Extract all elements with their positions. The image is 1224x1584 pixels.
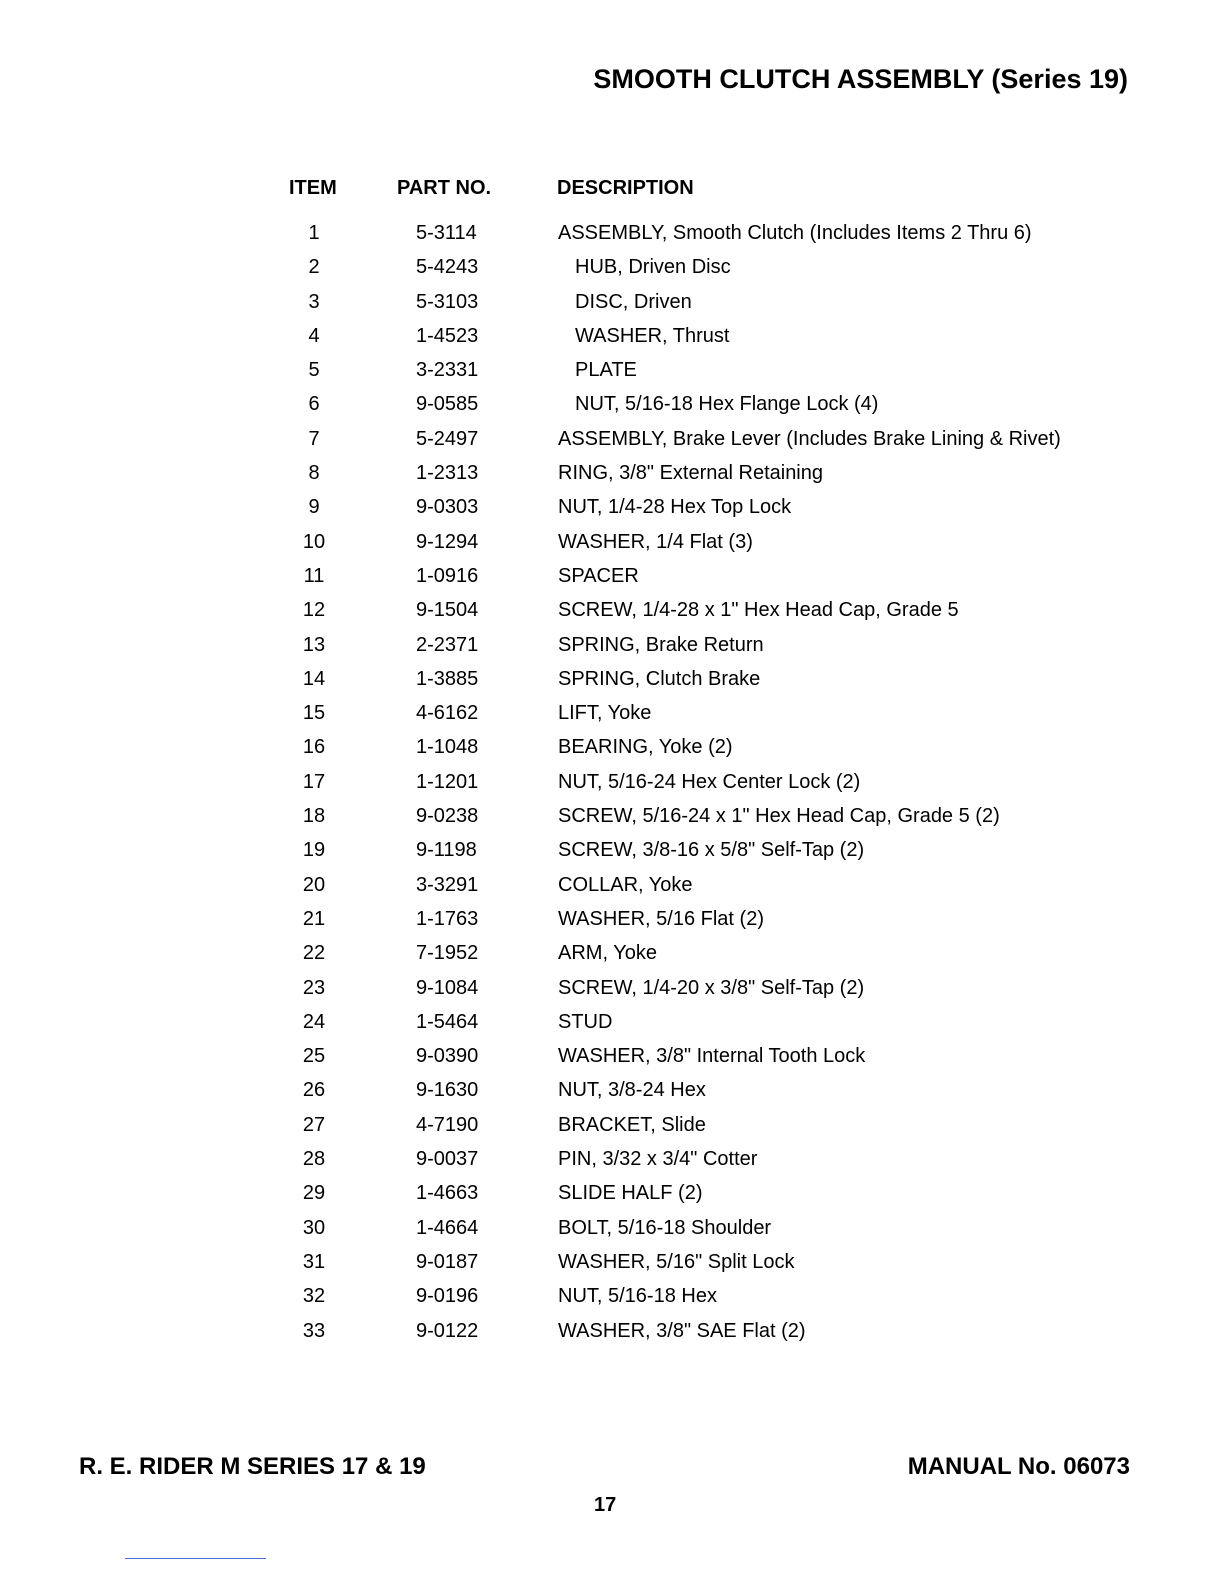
part-number: 2-2371 xyxy=(416,633,479,656)
part-item-number: 22 xyxy=(302,942,326,965)
scan-edge-line xyxy=(125,1558,266,1559)
parts-row xyxy=(0,634,1224,668)
part-number: 3-2331 xyxy=(416,359,479,382)
column-header-item: ITEM xyxy=(289,177,337,199)
part-number: 4-7190 xyxy=(416,1113,479,1136)
column-header-description: DESCRIPTION xyxy=(557,177,694,199)
part-item-number: 10 xyxy=(302,530,326,553)
part-item-number: 4 xyxy=(308,324,320,347)
part-number: 1-2313 xyxy=(416,462,479,485)
part-number: 9-0390 xyxy=(416,1045,479,1068)
column-header-part-no: PART NO. xyxy=(397,177,492,199)
part-description: LIFT, Yoke xyxy=(558,702,652,725)
parts-row xyxy=(0,1217,1224,1251)
part-item-number: 31 xyxy=(302,1250,326,1273)
part-description: BOLT, 5/16-18 Shoulder xyxy=(558,1216,772,1239)
part-number: 1-5464 xyxy=(416,1010,479,1033)
part-item-number: 33 xyxy=(302,1319,326,1342)
parts-row xyxy=(0,565,1224,599)
page-title: SMOOTH CLUTCH ASSEMBLY (Series 19) xyxy=(593,64,1128,94)
part-description: NUT, 5/16-24 Hex Center Lock (2) xyxy=(558,770,861,793)
part-item-number: 25 xyxy=(302,1045,326,1068)
part-number: 9-0585 xyxy=(416,393,479,416)
part-number: 9-1630 xyxy=(416,1079,479,1102)
part-description: STUD xyxy=(558,1010,613,1033)
parts-row xyxy=(0,1114,1224,1148)
part-number: 9-0196 xyxy=(416,1285,479,1308)
parts-row xyxy=(0,942,1224,976)
part-item-number: 17 xyxy=(302,770,326,793)
part-number: 1-1201 xyxy=(416,770,479,793)
part-item-number: 11 xyxy=(303,564,325,587)
part-number: 9-1294 xyxy=(416,530,479,553)
part-description: SCREW, 1/4-28 x 1" Hex Head Cap, Grade 5 xyxy=(558,599,959,622)
part-description: RING, 3/8" External Retaining xyxy=(558,462,823,485)
parts-row xyxy=(0,291,1224,325)
part-item-number: 16 xyxy=(302,736,326,759)
part-description: NUT, 1/4-28 Hex Top Lock xyxy=(558,496,792,519)
parts-row xyxy=(0,222,1224,256)
part-description: SPRING, Clutch Brake xyxy=(558,667,761,690)
part-description: BRACKET, Slide xyxy=(558,1113,706,1136)
part-description: NUT, 5/16-18 Hex xyxy=(558,1285,717,1308)
part-number: 1-1763 xyxy=(416,907,479,930)
part-item-number: 30 xyxy=(302,1216,326,1239)
part-description: PLATE xyxy=(575,359,637,382)
part-description: WASHER, 5/16 Flat (2) xyxy=(558,907,764,930)
part-item-number: 20 xyxy=(302,873,326,896)
part-description: SCREW, 3/8-16 x 5/8" Self-Tap (2) xyxy=(558,839,865,862)
parts-row xyxy=(0,496,1224,530)
part-description: NUT, 3/8-24 Hex xyxy=(558,1079,706,1102)
part-number: 5-2497 xyxy=(416,427,479,450)
parts-list xyxy=(0,222,1224,1354)
part-item-number: 24 xyxy=(302,1010,326,1033)
parts-row xyxy=(0,599,1224,633)
part-item-number: 26 xyxy=(302,1079,326,1102)
part-item-number: 28 xyxy=(302,1148,326,1171)
part-description: ASSEMBLY, Brake Lever (Includes Brake Lining & Rivet) xyxy=(558,427,1061,450)
parts-row xyxy=(0,1011,1224,1045)
part-item-number: 2 xyxy=(308,256,320,279)
part-description: WASHER, 5/16" Split Lock xyxy=(558,1250,795,1273)
parts-row xyxy=(0,1045,1224,1079)
part-description: WASHER, 3/8" SAE Flat (2) xyxy=(558,1319,806,1342)
parts-row xyxy=(0,771,1224,805)
part-number: 5-4243 xyxy=(416,256,479,279)
part-item-number: 18 xyxy=(302,805,326,828)
parts-row xyxy=(0,1148,1224,1182)
part-description: WASHER, 1/4 Flat (3) xyxy=(558,530,753,553)
page-number: 17 xyxy=(594,1494,617,1516)
part-number: 5-3103 xyxy=(416,290,479,313)
part-description: SPACER xyxy=(558,564,639,587)
part-number: 7-1952 xyxy=(416,942,479,965)
parts-row xyxy=(0,1285,1224,1319)
part-item-number: 23 xyxy=(302,976,326,999)
part-description: SCREW, 5/16-24 x 1" Hex Head Cap, Grade 5 (2) xyxy=(558,805,1000,828)
part-description: WASHER, 3/8" Internal Tooth Lock xyxy=(558,1045,866,1068)
part-description: NUT, 5/16-18 Hex Flange Lock (4) xyxy=(575,393,879,416)
parts-row xyxy=(0,668,1224,702)
part-description: SCREW, 1/4-20 x 3/8" Self-Tap (2) xyxy=(558,976,865,999)
part-item-number: 5 xyxy=(308,359,320,382)
part-number: 9-0238 xyxy=(416,805,479,828)
parts-row xyxy=(0,462,1224,496)
parts-row xyxy=(0,256,1224,290)
part-number: 1-4523 xyxy=(416,324,479,347)
part-description: COLLAR, Yoke xyxy=(558,873,693,896)
part-number: 4-6162 xyxy=(416,702,479,725)
part-description: BEARING, Yoke (2) xyxy=(558,736,733,759)
part-description: SPRING, Brake Return xyxy=(558,633,764,656)
part-description: HUB, Driven Disc xyxy=(575,256,731,279)
part-number: 1-3885 xyxy=(416,667,479,690)
part-number: 9-1198 xyxy=(416,839,477,862)
part-item-number: 14 xyxy=(302,667,326,690)
part-item-number: 3 xyxy=(308,290,320,313)
part-item-number: 29 xyxy=(302,1182,326,1205)
part-item-number: 1 xyxy=(308,222,320,244)
parts-row xyxy=(0,805,1224,839)
part-description: WASHER, Thrust xyxy=(575,324,730,347)
parts-row xyxy=(0,908,1224,942)
part-description: SLIDE HALF (2) xyxy=(558,1182,703,1205)
part-description: PIN, 3/32 x 3/4" Cotter xyxy=(558,1148,758,1171)
part-description: DISC, Driven xyxy=(575,290,692,313)
parts-row xyxy=(0,531,1224,565)
part-number: 1-4663 xyxy=(416,1182,479,1205)
part-item-number: 6 xyxy=(308,393,320,416)
part-number: 1-1048 xyxy=(416,736,479,759)
parts-row xyxy=(0,1251,1224,1285)
part-item-number: 9 xyxy=(308,496,320,519)
part-number: 9-1504 xyxy=(416,599,479,622)
part-item-number: 21 xyxy=(302,907,326,930)
parts-row xyxy=(0,839,1224,873)
parts-row xyxy=(0,874,1224,908)
part-number: 9-1084 xyxy=(416,976,479,999)
part-number: 9-0187 xyxy=(416,1250,479,1273)
part-item-number: 8 xyxy=(308,462,320,485)
parts-row xyxy=(0,1182,1224,1216)
parts-row xyxy=(0,1079,1224,1113)
part-description: ARM, Yoke xyxy=(558,942,657,965)
parts-row xyxy=(0,428,1224,462)
part-item-number: 13 xyxy=(302,633,326,656)
part-number: 5-3114 xyxy=(416,222,477,244)
part-item-number: 15 xyxy=(302,702,326,725)
part-number: 9-0037 xyxy=(416,1148,479,1171)
parts-row xyxy=(0,359,1224,393)
parts-row xyxy=(0,325,1224,359)
part-item-number: 7 xyxy=(308,427,320,450)
part-item-number: 19 xyxy=(302,839,326,862)
part-number: 9-0122 xyxy=(416,1319,479,1342)
part-description: ASSEMBLY, Smooth Clutch (Includes Items 2 Thru 6) xyxy=(558,222,1032,244)
footer-manual-title: R. E. RIDER M SERIES 17 & 19 xyxy=(79,1453,426,1480)
part-number: 1-0916 xyxy=(416,564,479,587)
parts-row xyxy=(0,977,1224,1011)
parts-row xyxy=(0,736,1224,770)
part-number: 9-0303 xyxy=(416,496,479,519)
footer-manual-number: MANUAL No. 06073 xyxy=(907,1453,1130,1480)
part-number: 3-3291 xyxy=(416,873,479,896)
parts-row xyxy=(0,1320,1224,1354)
parts-row xyxy=(0,702,1224,736)
part-number: 1-4664 xyxy=(416,1216,479,1239)
part-item-number: 12 xyxy=(302,599,326,622)
part-item-number: 27 xyxy=(302,1113,326,1136)
part-item-number: 32 xyxy=(302,1285,326,1308)
parts-row xyxy=(0,393,1224,427)
